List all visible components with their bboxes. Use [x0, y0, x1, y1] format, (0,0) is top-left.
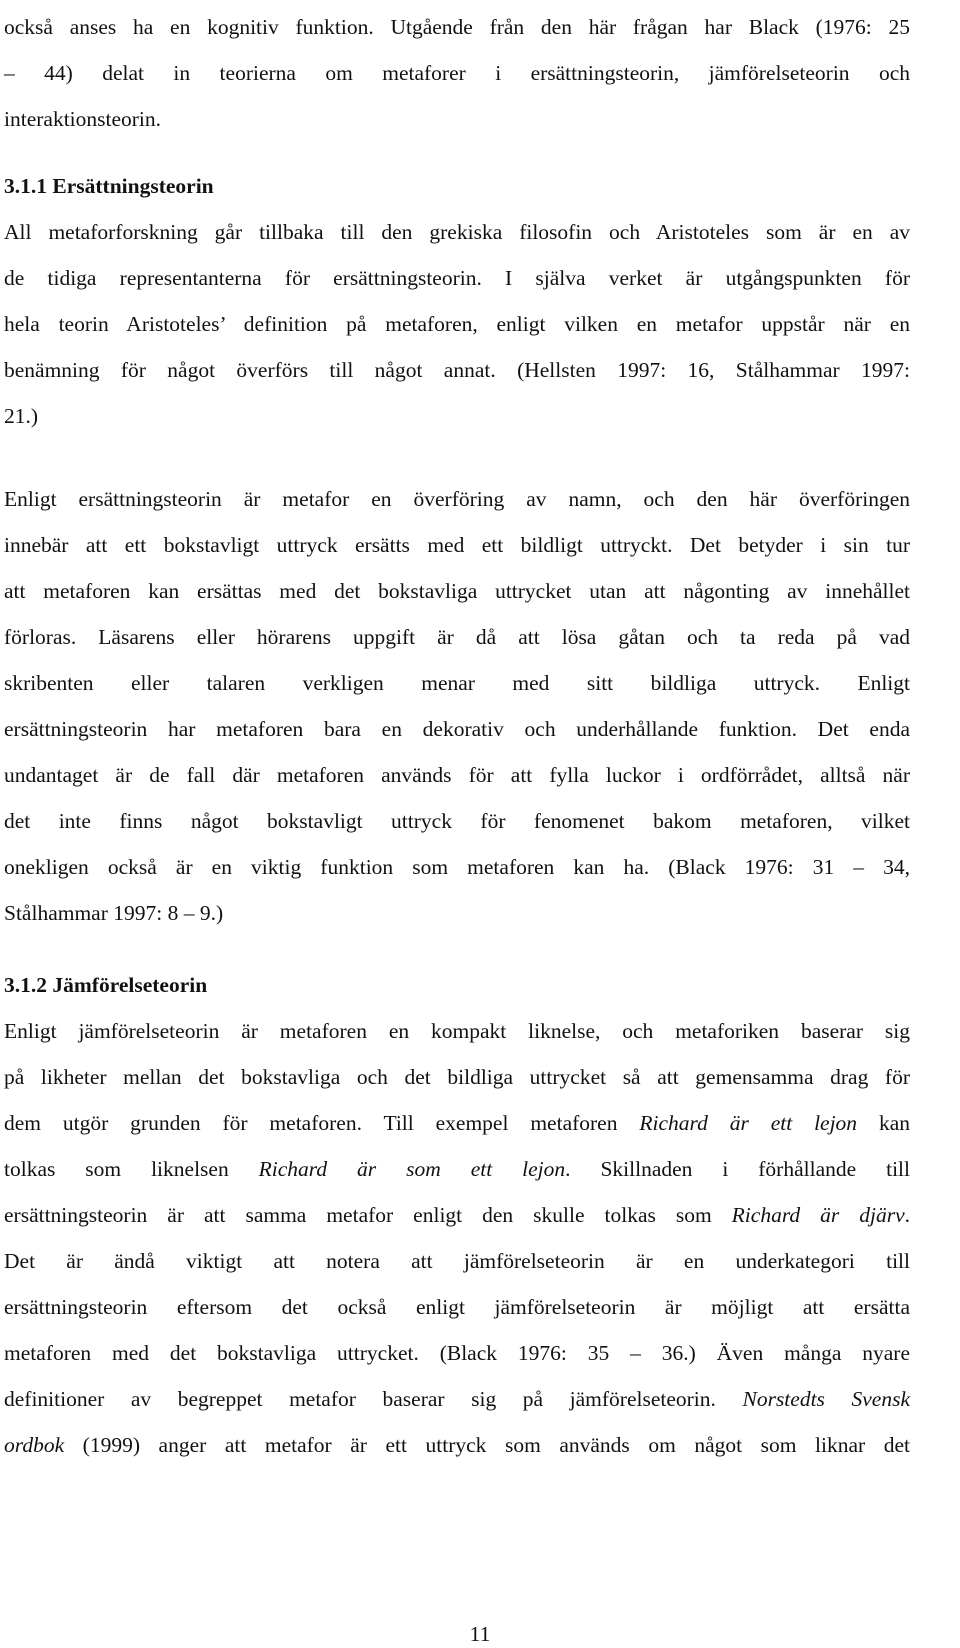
section-311-paragraph-1 — [4, 209, 910, 439]
text-line: förloras. Läsarens eller hörarens uppgift är då att lösa gåtan och ta reda på vad — [4, 625, 910, 649]
text-line: onekligen också är en viktig funktion som metaforen kan ha. (Black 1976: 31 – 34, — [4, 855, 910, 879]
text-line: att metaforen kan ersättas med det bokstavliga uttrycket utan att någonting av innehållet — [4, 579, 910, 603]
text-line: undantaget är de fall där metaforen används för att fylla luckor i ordförrådet, alltså när — [4, 763, 910, 787]
example-literal: Richard är djärv — [731, 1203, 905, 1227]
text-line — [4, 1422, 910, 1468]
text-line: på likheter mellan det bokstavliga och det bildliga uttrycket så att gemensamma drag för — [4, 1065, 910, 1089]
text-run: dem utgör grunden för metaforen. Till exempel metaforen — [4, 1111, 640, 1135]
text-line — [4, 1146, 910, 1192]
example-metaphor: Richard är ett lejon — [639, 1111, 858, 1135]
text-line: Enligt ersättningsteorin är metafor en överföring av namn, och den här överföringen — [4, 487, 910, 511]
text-run: . Skillnaden i förhållande till — [565, 1157, 910, 1181]
text-line: 21.) — [4, 404, 39, 428]
text-run: kan — [857, 1111, 910, 1135]
section-heading-3-1-1: 3.1.1 Ersättningsteorin — [4, 174, 214, 198]
section-312-paragraph — [4, 1008, 910, 1468]
text-line: det inte finns något bokstavligt uttryck för fenomenet bakom metaforen, vilket — [4, 809, 910, 833]
text-line: ersättningsteorin eftersom det också enligt jämförelseteorin är möjligt att ersätta — [4, 1295, 910, 1319]
text-line: All metaforforskning går tillbaka till den grekiska filosofin och Aristoteles som är en av — [4, 220, 910, 244]
text-line — [4, 1376, 910, 1422]
section-heading-3-1-2: 3.1.2 Jämförelseteorin — [4, 973, 208, 997]
text-line: – 44) delat in teorierna om metaforer i ersättningsteorin, jämförelseteorin och — [4, 61, 910, 85]
text-line: också anses ha en kognitiv funktion. Utgående från den här frågan har Black (1976: 25 — [4, 15, 910, 39]
dictionary-title: Norstedts Svensk — [742, 1387, 910, 1411]
text-line: innebär att ett bokstavligt uttryck ersätts med ett bildligt uttryckt. Det betyder i sin tur — [4, 533, 910, 557]
text-line: de tidiga representanterna för ersättningsteorin. I själva verket är utgångspunkten för — [4, 266, 910, 290]
text-line: benämning för något överförs till något annat. (Hellsten 1997: 16, Stålhammar 1997: — [4, 358, 910, 382]
page-number: 11 — [469, 1622, 491, 1646]
text-line: skribenten eller talaren verkligen menar med sitt bildliga uttryck. Enligt — [4, 671, 910, 695]
text-run: . — [904, 1203, 910, 1227]
text-line: Det är ändå viktigt att notera att jämförelseteorin är en underkategori till — [4, 1249, 910, 1273]
text-run: tolkas som liknelsen — [4, 1157, 259, 1181]
text-line — [4, 1100, 910, 1146]
section-311-paragraph-2 — [4, 476, 910, 936]
intro-paragraph — [4, 4, 910, 142]
example-simile: Richard är som ett lejon — [258, 1157, 566, 1181]
dictionary-title: ordbok — [4, 1433, 65, 1457]
text-run: (1999) anger att metafor är ett uttryck som används om något som liknar det — [64, 1433, 910, 1457]
text-line: Enligt jämförelseteorin är metaforen en kompakt liknelse, och metaforiken baserar sig — [4, 1019, 910, 1043]
text-line: interaktionsteorin. — [4, 107, 162, 131]
text-line: ersättningsteorin har metaforen bara en dekorativ och underhållande funktion. Det enda — [4, 717, 910, 741]
text-line — [4, 1192, 910, 1238]
text-line: metaforen med det bokstavliga uttrycket. (Black 1976: 35 – 36.) Även många nyare — [4, 1341, 910, 1365]
text-line: hela teorin Aristoteles’ definition på metaforen, enligt vilken en metafor uppstår när en — [4, 312, 910, 336]
text-run: ersättningsteorin är att samma metafor enligt den skulle tolkas som — [4, 1203, 732, 1227]
text-line: Stålhammar 1997: 8 – 9.) — [4, 901, 224, 925]
text-run: definitioner av begreppet metafor baserar sig på jämförelseteorin. — [4, 1387, 743, 1411]
